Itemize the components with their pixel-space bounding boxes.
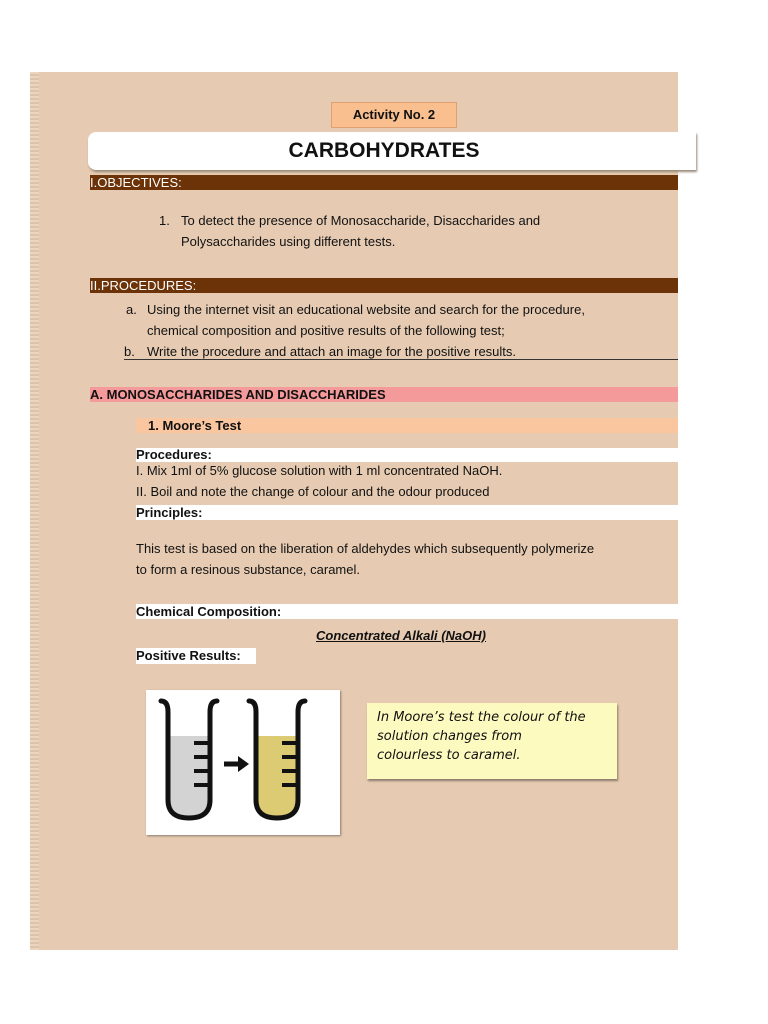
objective-line-1: To detect the presence of Monosaccharide, Disaccharides and (181, 213, 541, 228)
procedure-a-line-2: chemical composition and positive results of the following test; (147, 323, 505, 338)
procedure-step-2: II. Boil and note the change of colour and the odour produced (136, 484, 490, 499)
procedure-a-label: a. (126, 302, 137, 317)
page-title-text: CARBOHYDRATES (288, 139, 480, 162)
procedures-heading: II.PROCEDURES: (90, 278, 678, 293)
procedure-step-1: I. Mix 1ml of 5% glucose solution with 1 ml concentrated NaOH. (136, 463, 503, 478)
activity-number: Activity No. 2 (331, 102, 457, 128)
result-note-box (367, 703, 617, 779)
moores-test-title (136, 418, 678, 433)
moores-test-title-text: 1. Moore’s Test (148, 418, 242, 433)
chem-composition-label: Chemical Composition: (136, 604, 282, 619)
objectives-heading: I.OBJECTIVES: (90, 175, 678, 190)
principle-line-2: to form a resinous substance, caramel. (136, 562, 360, 577)
positive-results-label: Positive Results: (136, 648, 241, 663)
objective-line-2: Polysaccharides using different tests. (181, 234, 396, 249)
arrow-icon (238, 756, 249, 772)
objective-number: 1. (159, 213, 170, 228)
left-tube-liquid (168, 736, 210, 818)
note-line-3: colourless to caramel. (377, 748, 521, 763)
note-line-2: solution changes from (377, 729, 522, 744)
procedures-label: Procedures: (136, 447, 212, 462)
note-line-1: In Moore’s test the colour of the (377, 710, 586, 725)
principle-line-1: This test is based on the liberation of aldehydes which subsequently polymerize (136, 541, 595, 556)
principles-label: Principles: (136, 505, 203, 520)
section-a-heading: A. MONOSACCHARIDES AND DISACCHARIDES (90, 387, 678, 402)
page-margin-strip (30, 72, 39, 950)
page-title (88, 132, 696, 170)
test-tubes-image (146, 690, 340, 835)
procedure-b-line: Write the procedure and attach an image for the positive results. (147, 344, 517, 359)
procedure-b-label: b. (124, 344, 135, 359)
principles-label-bar (136, 505, 678, 520)
test-tubes-illustration (146, 690, 340, 835)
procedure-a-line-1: Using the internet visit an educational website and search for the procedure, (147, 302, 585, 317)
right-tube-liquid (256, 736, 298, 818)
procedures-rule (124, 359, 678, 360)
chem-composition-value: Concentrated Alkali (NaOH) (316, 628, 486, 643)
